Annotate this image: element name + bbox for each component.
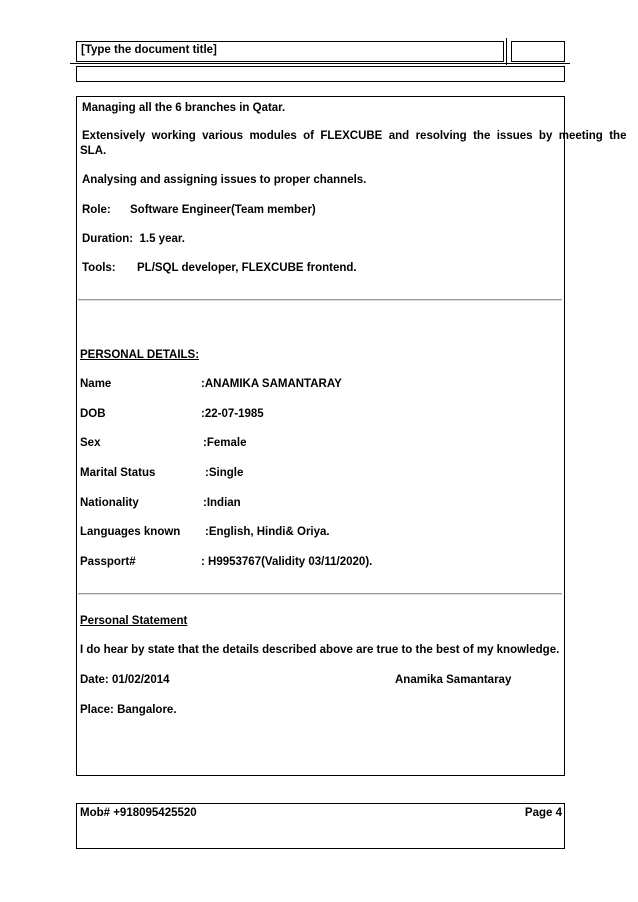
- personal-statement-heading: Personal Statement: [80, 615, 188, 627]
- detail-value-name: :ANAMIKA SAMANTARAY: [201, 378, 342, 390]
- detail-value-marital: :Single: [205, 467, 244, 479]
- tools-value: PL/SQL developer, FLEXCUBE frontend.: [137, 262, 357, 274]
- detail-label-name: Name: [80, 378, 112, 390]
- footer-page-number: Page 4: [524, 807, 562, 819]
- tools-label: Tools:: [82, 262, 116, 274]
- statement-date: Date: 01/02/2014: [80, 674, 170, 686]
- experience-line-2-cont: SLA.: [80, 145, 107, 157]
- detail-value-nationality: :Indian: [203, 497, 241, 509]
- detail-value-passport: : H9953767(Validity 03/11/2020).: [201, 556, 373, 568]
- statement-text: I do hear by state that the details described above are true to the best of my knowledge.: [80, 644, 560, 656]
- detail-value-dob: :22-07-1985: [201, 408, 264, 420]
- detail-label-dob: DOB: [80, 408, 106, 420]
- experience-line-3: Analysing and assigning issues to proper channels.: [82, 174, 367, 186]
- duration-text: Duration: 1.5 year.: [82, 233, 185, 245]
- footer-mobile: Mob# +918095425520: [80, 807, 197, 819]
- header-divider-vertical: [506, 38, 507, 65]
- detail-label-sex: Sex: [80, 437, 101, 449]
- experience-line-1: Managing all the 6 branches in Qatar.: [82, 102, 286, 114]
- header-right-box: [511, 41, 565, 62]
- statement-place: Place: Bangalore.: [80, 704, 177, 716]
- detail-value-sex: :Female: [203, 437, 247, 449]
- detail-label-passport: Passport#: [80, 556, 136, 568]
- experience-line-2: Extensively working various modules of FLEXCUBE and resolving the issues by meeting the: [82, 130, 627, 142]
- detail-value-languages: :English, Hindi& Oriya.: [205, 526, 330, 538]
- detail-label-marital: Marital Status: [80, 467, 156, 479]
- document-title: [Type the document title]: [81, 44, 217, 56]
- detail-label-nationality: Nationality: [80, 497, 139, 509]
- section-divider-2: [78, 593, 562, 595]
- header-band: [76, 66, 565, 82]
- section-divider-1: [78, 299, 562, 301]
- personal-details-heading: PERSONAL DETAILS:: [80, 349, 200, 361]
- statement-signature-name: Anamika Samantaray: [395, 674, 512, 686]
- role-value: Software Engineer(Team member): [130, 204, 316, 216]
- header-rule: [70, 63, 570, 64]
- role-label: Role:: [82, 204, 111, 216]
- detail-label-languages: Languages known: [80, 526, 181, 538]
